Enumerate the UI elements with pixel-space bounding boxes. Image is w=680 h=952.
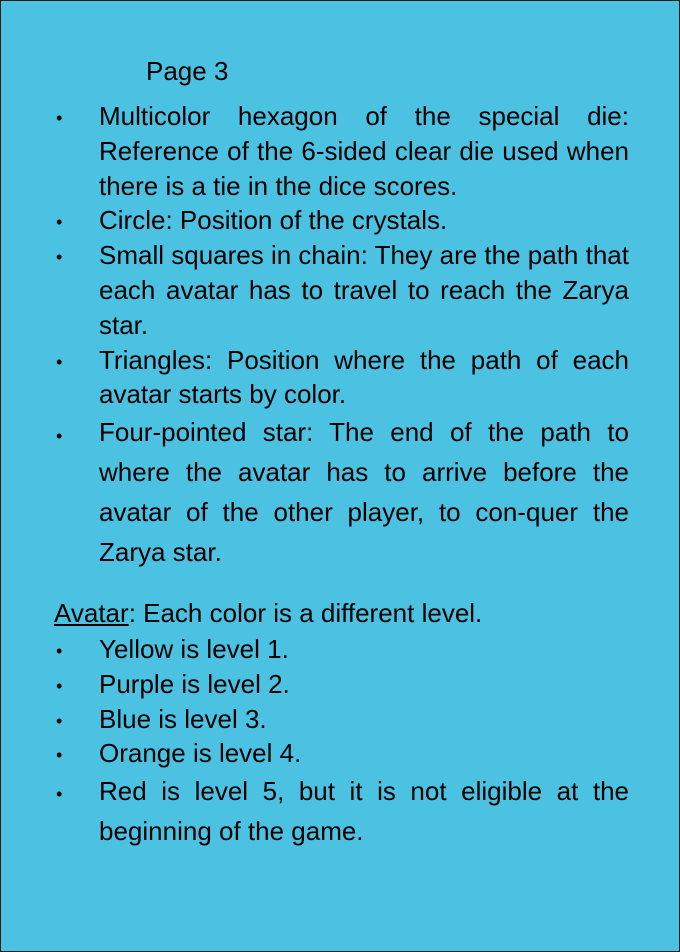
bullet-icon: •: [56, 212, 63, 233]
list-item: [1, 412, 629, 572]
feature-text: Multicolor hexagon of the special die: Reference of the 6-sided clear die used when there is a tie in the dice scores.: [99, 101, 629, 201]
bullet-icon: •: [56, 426, 63, 447]
list-item: [1, 238, 629, 342]
level-text: Yellow is level 1.: [99, 634, 289, 664]
page-number: Page 3: [146, 56, 229, 86]
feature-text: Circle: Position of the crystals.: [99, 205, 448, 236]
bullet-icon: •: [56, 641, 63, 661]
bullet-icon: •: [56, 675, 63, 696]
list-item: [1, 667, 629, 702]
avatar-description: : Each color is a different level.: [128, 598, 483, 628]
bullet-icon: •: [56, 710, 63, 731]
level-text: Red is level 5, but it is not eligible at the beginning of the game.: [99, 776, 629, 847]
bullet-icon: •: [56, 745, 63, 766]
feature-list: [1, 99, 629, 572]
level-text: Orange is level 4.: [99, 738, 302, 769]
list-item: [1, 203, 629, 238]
bullet-icon: •: [56, 108, 63, 128]
list-item: [1, 702, 629, 737]
list-item: [1, 343, 629, 413]
list-item: [1, 736, 629, 771]
feature-text: Triangles: Position where the path of each avatar starts by color.: [99, 344, 629, 410]
list-item: [1, 99, 629, 203]
feature-text: Four-pointed star: The end of the path to where the avatar has to arrive before the avatar of the other player, to con-quer the Zarya star.: [99, 417, 629, 568]
level-text: Purple is level 2.: [99, 668, 290, 699]
avatar-keyword: Avatar: [54, 598, 129, 628]
bullet-icon: •: [56, 784, 63, 805]
list-item: [1, 632, 629, 667]
bullet-icon: •: [56, 247, 63, 268]
bullet-icon: •: [56, 351, 63, 372]
level-list: [1, 632, 629, 851]
list-item: [1, 771, 629, 851]
avatar-heading: [54, 597, 482, 629]
feature-text: Small squares in chain: They are the path that each avatar has to travel to reach the Zarya star.: [99, 240, 629, 340]
level-text: Blue is level 3.: [99, 703, 267, 734]
